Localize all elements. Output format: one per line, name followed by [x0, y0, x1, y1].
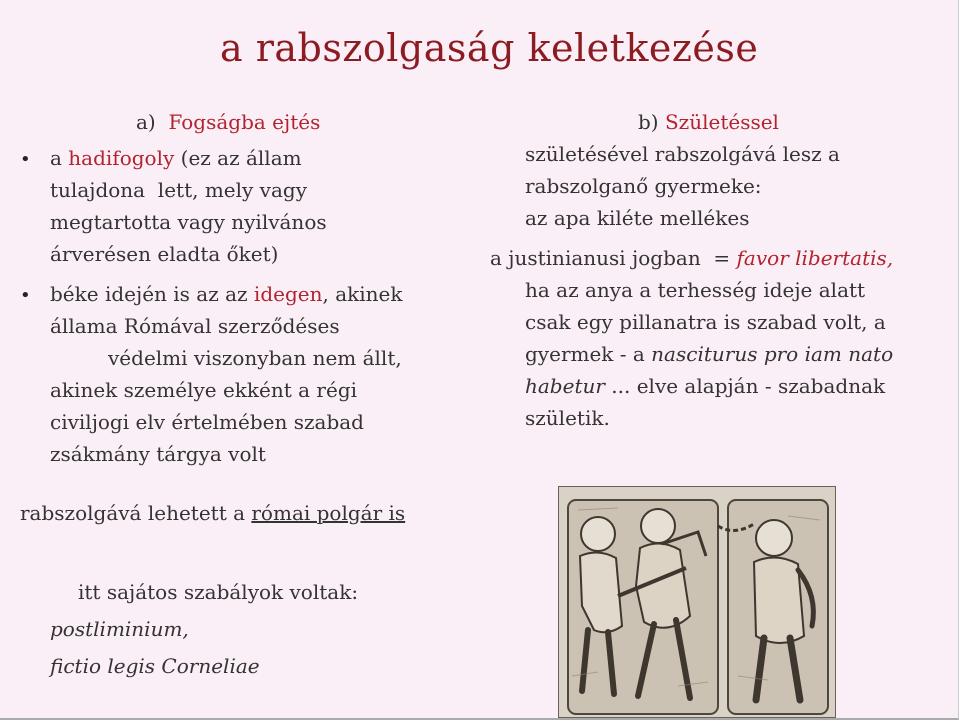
p2-l4-pre: gyermek - a	[525, 342, 652, 366]
right-heading-prefix: b)	[638, 110, 665, 134]
p1-line-2: rabszolganő gyermeke:	[525, 174, 762, 198]
rules-line-3: fictio legis Corneliae	[50, 654, 260, 678]
bullet-icon: •	[20, 285, 31, 306]
p2-pre: a justinianusi jogban =	[490, 246, 737, 270]
p2-line-6: születik.	[525, 406, 610, 430]
bullet-2-line-5: civiljogi elv értelmében szabad	[50, 410, 364, 434]
bullet-2-line-4: akinek személye ekként a régi	[50, 378, 358, 402]
p2-l5-post: ... elve alapján - szabadnak	[604, 374, 886, 398]
bullet-2-line-1	[50, 278, 402, 310]
citizen-underlined: római polgár is	[251, 501, 406, 525]
citizen-line	[20, 497, 405, 529]
slide-title: a rabszolgaság keletkezése	[220, 26, 759, 70]
bullet-1	[50, 142, 327, 270]
right-heading-text: Születéssel	[664, 110, 779, 134]
left-heading	[136, 106, 320, 138]
justinian-paragraph	[490, 242, 950, 434]
p2-line-3: csak egy pillanatra is szabad volt, a	[525, 310, 886, 334]
p1-line-1: születésével rabszolgává lesz a	[525, 142, 840, 166]
b2-idegen: idegen	[253, 282, 323, 306]
p1-line-3: az apa kiléte mellékes	[525, 206, 750, 230]
rules-line-1: itt sajátos szabályok voltak:	[78, 580, 359, 604]
roman-relief-image	[558, 486, 836, 718]
bullet-1-line-1	[50, 142, 327, 174]
birth-paragraph	[490, 138, 950, 234]
p2-line-2: ha az anya a terhesség ideje alatt	[525, 278, 866, 302]
bullet-2-line-2: állama Rómával szerződéses	[50, 314, 340, 338]
rules-line-2: postliminium,	[50, 617, 189, 641]
b1-hadifogoly: hadifogoly	[68, 146, 175, 170]
bullet-2-line-6: zsákmány tárgya volt	[50, 442, 266, 466]
bullet-2-line-3: védelmi viszonyban nem állt,	[108, 346, 402, 370]
habetur: habetur	[525, 374, 605, 398]
bullet-2	[50, 278, 402, 470]
p2-line-5	[525, 370, 950, 402]
left-heading-prefix: a)	[136, 110, 169, 134]
left-heading-text: Fogságba ejtés	[168, 110, 321, 134]
special-rules	[50, 574, 358, 685]
citizen-pre: rabszolgává lehetett a	[20, 501, 252, 525]
right-column	[490, 106, 950, 434]
p2-line-4	[525, 338, 950, 370]
right-heading	[490, 106, 950, 138]
bullet-1-line-2: tulajdona lett, mely vagy	[50, 178, 308, 202]
favor-libertatis: favor libertatis,	[736, 246, 894, 270]
p2-line-1	[490, 242, 950, 274]
b1-pre: a	[50, 146, 69, 170]
bullet-1-line-4: árverésen eladta őket)	[50, 242, 279, 266]
bullet-icon: •	[20, 149, 31, 170]
b2-post: , akinek	[322, 282, 403, 306]
p2-body	[490, 274, 950, 434]
b2-pre: béke idején is az az	[50, 282, 254, 306]
bullet-1-line-3: megtartotta vagy nyilvános	[50, 210, 327, 234]
nasciturus: nasciturus pro iam nato	[651, 342, 894, 366]
b1-rest: (ez az állam	[174, 146, 302, 170]
